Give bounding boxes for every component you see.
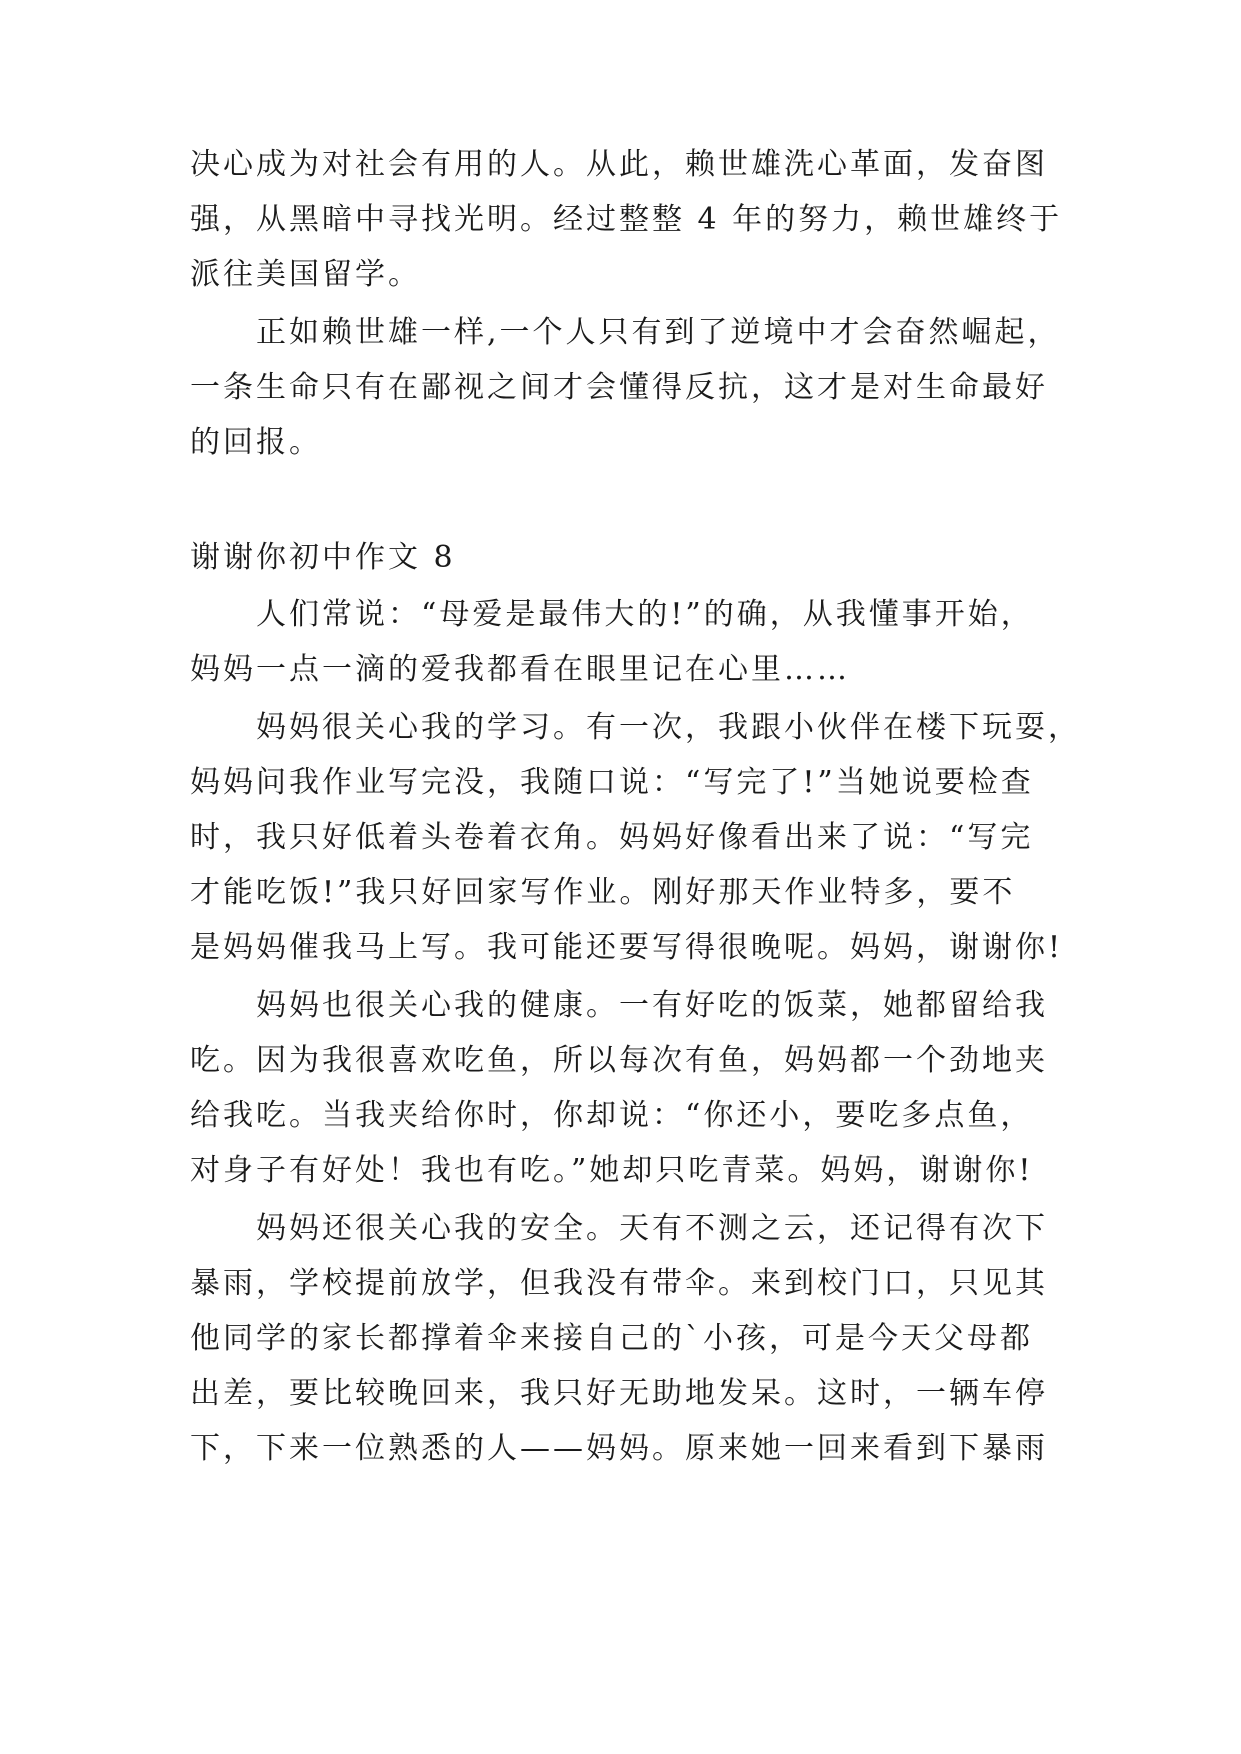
paragraph-line: 妈妈一点一滴的爱我都看在眼里记在心里…… — [190, 652, 850, 687]
paragraph-line: 吃。因为我很喜欢吃鱼，所以每次有鱼，妈妈都一个劲地夹 — [190, 1043, 1048, 1078]
paragraph-line: 的回报。 — [190, 425, 322, 460]
paragraph-line: 才能吃饭!”我只好回家写作业。刚好那天作业特多，要不 — [190, 875, 1016, 910]
paragraph-line: 一条生命只有在鄙视之间才会懂得反抗，这才是对生命最好 — [190, 370, 1048, 405]
paragraph-line: 正如赖世雄一样,一个人只有到了逆境中才会奋然崛起， — [256, 315, 1061, 350]
paragraph-line: 人们常说：“母爱是最伟大的!”的确，从我懂事开始， — [256, 597, 1034, 632]
section-title: 谢谢你初中作文 8 — [190, 540, 456, 575]
paragraph-line: 下，下来一位熟悉的人——妈妈。原来她一回来看到下暴雨 — [190, 1431, 1048, 1466]
paragraph-line: 出差，要比较晚回来，我只好无助地发呆。这时，一辆车停 — [190, 1376, 1048, 1411]
paragraph-line: 给我吃。当我夹给你时，你却说：“你还小，要吃多点鱼， — [190, 1098, 1034, 1133]
paragraph-line: 对身子有好处！我也有吃。”她却只吃青菜。妈妈，谢谢你! — [190, 1153, 1034, 1188]
paragraph-line: 他同学的家长都撑着伞来接自己的`小孩，可是今天父母都 — [190, 1321, 1033, 1356]
paragraph-line: 强，从黑暗中寻找光明。经过整整 4 年的努力，赖世雄终于 — [190, 202, 1063, 237]
paragraph-line: 妈妈还很关心我的安全。天有不测之云，还记得有次下 — [256, 1211, 1048, 1246]
paragraph-line: 时，我只好低着头卷着衣角。妈妈好像看出来了说：“写完 — [190, 820, 1034, 855]
paragraph-line: 是妈妈催我马上写。我可能还要写得很晚呢。妈妈，谢谢你! — [190, 930, 1064, 965]
paragraph-line: 妈妈很关心我的学习。有一次，我跟小伙伴在楼下玩耍， — [256, 710, 1081, 745]
paragraph-line: 妈妈问我作业写完没，我随口说：“写完了!”当她说要检查 — [190, 765, 1034, 800]
paragraph-line: 妈妈也很关心我的健康。一有好吃的饭菜，她都留给我 — [256, 988, 1048, 1023]
paragraph-line: 暴雨，学校提前放学，但我没有带伞。来到校门口，只见其 — [190, 1266, 1048, 1301]
paragraph-line: 决心成为对社会有用的人。从此，赖世雄洗心革面，发奋图 — [190, 147, 1048, 182]
paragraph-line: 派往美国留学。 — [190, 257, 421, 292]
